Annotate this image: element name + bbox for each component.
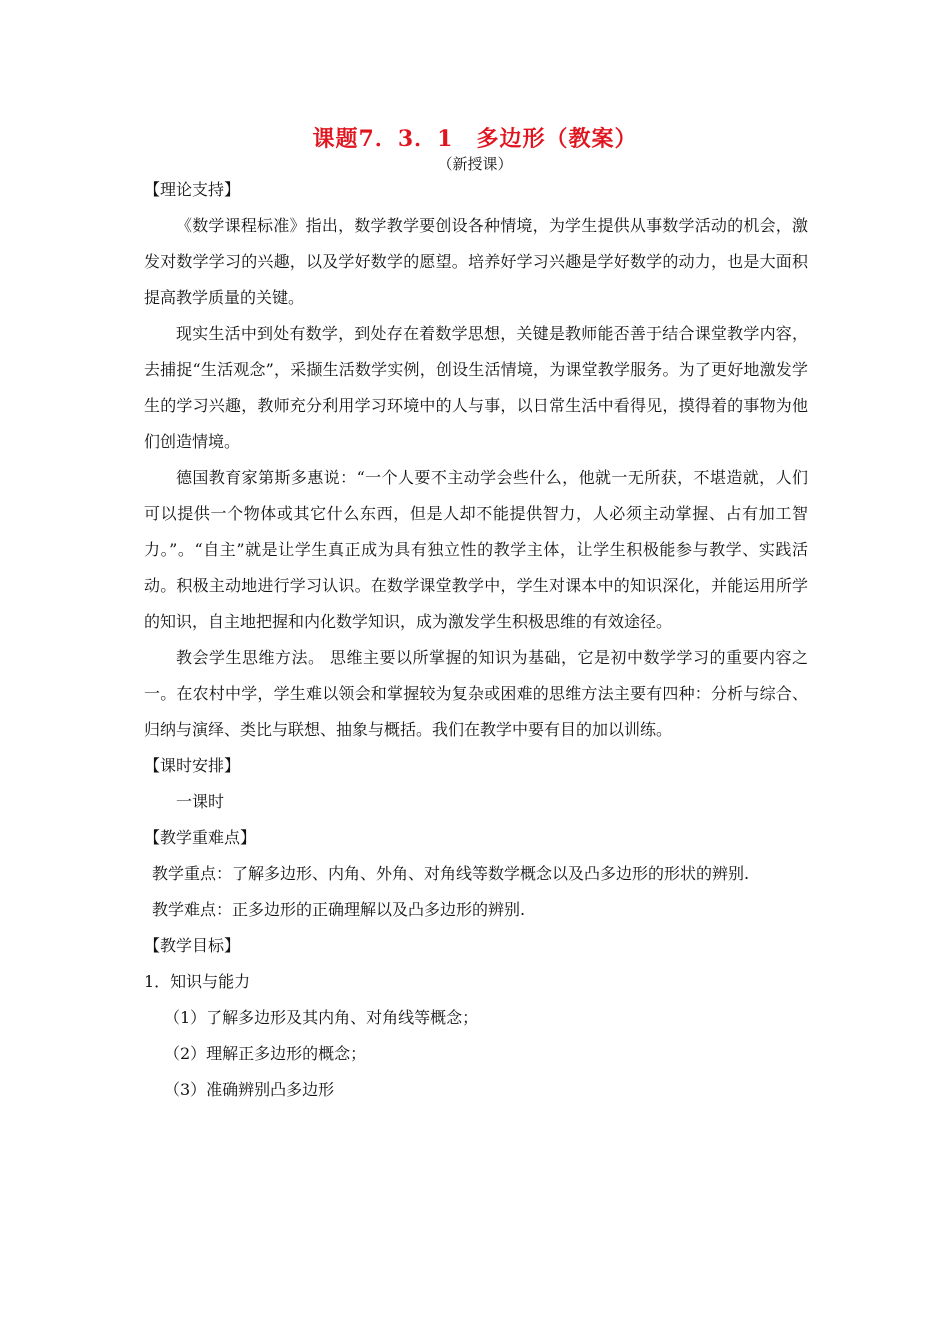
document-title: 课题7．3．1 多边形（教案） [312,126,638,152]
objective-item: （1）了解多边形及其内角、对角线等概念； [164,1008,479,1027]
section-heading-objectives: 【教学目标】 [144,936,241,955]
schedule-text: 一课时 [176,792,225,811]
section-heading-schedule: 【课时安排】 [144,756,241,775]
theory-paragraph: 《数学课程标准》指出，数学教学要创设各种情境，为学生提供从事数学活动的机会，激发对数学学习的兴趣，以及学好数学的愿望。培养好学习兴趣是学好数学的动力，也是大面积提高教学质量的关键。 [144,216,808,307]
theory-paragraph: 德国教育家第斯多惠说：“一个人要不主动学会些什么，他就一无所获，不堪造就，人们可以提供一个物体或其它什么东西，但是人却不能提供智力，人必须主动掌握、占有加工智力。”。“自主”就是让学生真正成为具有独立性的教学主体，让学生积极能参与教学、实践活动。积极主动地进行学习认识。在数学课堂教学中，学生对课本中的知识深化，并能运用所学的知识，自主地把握和内化数学知识，成为激发学生积极思维的有效途径。 [144,468,808,631]
document-subtitle: （新授课） [437,155,513,173]
objective-item: （2）理解正多边形的概念； [164,1044,367,1063]
document-body [144,172,808,1108]
objective-group-label: 1．知识与能力 [144,972,251,991]
key-point-difficulty: 教学难点：正多边形的正确理解以及凸多边形的辨别. [152,900,526,919]
theory-paragraph: 现实生活中到处有数学，到处存在着数学思想，关键是教师能否善于结合课堂教学内容，去捕捉“生活观念”，采撷生活数学实例，创设生活情境，为课堂教学服务。为了更好地激发学生的学习兴趣，教师充分利用学习环境中的人与事，以日常生活中看得见，摸得着的事物为他们创造情境。 [144,324,808,451]
section-heading-key-points: 【教学重难点】 [144,828,257,847]
section-heading-theory: 【理论支持】 [144,180,241,199]
key-point-focus: 教学重点：了解多边形、内角、外角、对角线等数学概念以及凸多边形的形状的辨别. [152,864,750,883]
theory-paragraph: 教会学生思维方法。 思维主要以所掌握的知识为基础，它是初中数学学习的重要内容之一。在农村中学，学生难以领会和掌握较为复杂或困难的思维方法主要有四种：分析与综合、归纳与演绎、类比与联想、抽象与概括。我们在教学中要有目的加以训练。 [144,648,808,739]
objective-item: （3）准确辨别凸多边形 [164,1080,335,1099]
